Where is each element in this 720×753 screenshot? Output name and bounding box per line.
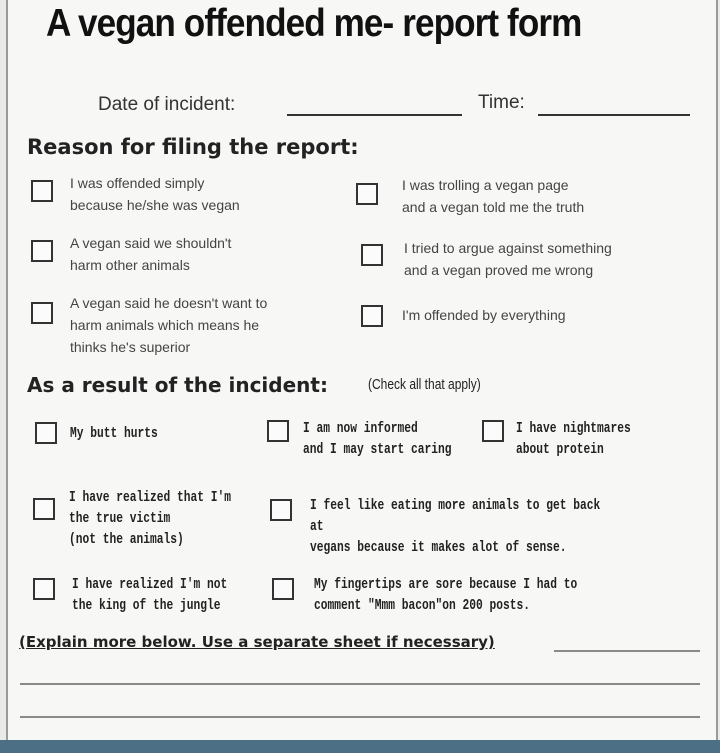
result-checkbox-7[interactable] [272,578,294,600]
bottom-bar [0,740,720,753]
result-label-1: My butt hurts [70,425,158,442]
date-field[interactable] [287,114,462,116]
result-label-7: My fingertips are sore because I had to comment "Mmm bacon"on 200 posts. [314,576,578,614]
explain-note: (Explain more below. Use a separate sheet if necessary) [19,633,495,651]
result-checkbox-3[interactable] [482,420,504,442]
reason-label-5: A vegan said he doesn't want to harm animals which means he thinks he's superior [70,295,268,355]
reason-checkbox-1[interactable] [31,180,53,202]
explain-line-3[interactable] [20,716,700,718]
reason-checkbox-6[interactable] [361,305,383,327]
result-label-3: I have nightmares about protein [516,420,631,458]
result-heading: As a result of the incident: [27,373,328,397]
reason-checkbox-5[interactable] [31,302,53,324]
result-label-6: I have realized I'm not the king of the jungle [72,576,228,614]
reason-label-2: I was trolling a vegan page and a vegan told me the truth [402,177,585,215]
reason-label-3: A vegan said we shouldn't harm other animals [70,235,232,273]
result-label-5: I feel like eating more animals to get back at vegans because it makes alot of sense. [310,497,601,556]
result-note: (Check all that apply) [368,376,481,393]
reason-label-1: I was offended simply because he/she was vegan [70,175,240,213]
reason-label-4: I tried to argue against something and a vegan proved me wrong [404,240,612,278]
explain-line-1[interactable] [554,650,700,652]
reason-heading: Reason for filing the report: [27,135,359,159]
reason-checkbox-2[interactable] [356,183,378,205]
result-checkbox-1[interactable] [35,422,57,444]
form-title: A vegan offended me- report form [46,2,582,45]
result-checkbox-5[interactable] [270,499,292,521]
result-label-4: I have realized that I'm the true victim (not the animals) [69,489,232,548]
explain-line-2[interactable] [20,683,700,685]
reason-checkbox-3[interactable] [31,240,53,262]
result-checkbox-2[interactable] [267,420,289,442]
time-field[interactable] [538,114,690,116]
reason-checkbox-4[interactable] [361,244,383,266]
time-label: Time: [478,92,525,113]
result-checkbox-4[interactable] [33,498,55,520]
reason-label-6: I'm offended by everything [402,307,566,323]
result-label-2: I am now informed and I may start caring [303,420,452,458]
result-checkbox-6[interactable] [33,578,55,600]
date-label: Date of incident: [98,94,236,115]
